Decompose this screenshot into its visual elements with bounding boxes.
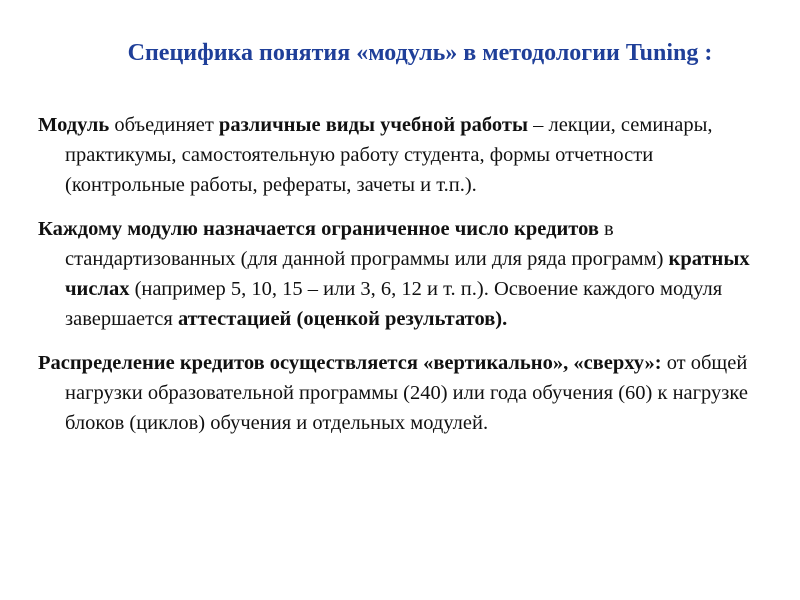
paragraph-module-credits	[38, 214, 762, 334]
text-run: от общей нагрузки образовательной программы (240) или года обучения (60) к нагрузке блоков (циклов) обучения и отдельных модулей.	[65, 352, 748, 434]
text-run: (например 5, 10, 15 – или 3, 6, 12 и т. п.). Освоение каждого модуля завершается	[65, 278, 723, 330]
text-run: в стандартизованных (для данной программы или для ряда программ)	[65, 218, 669, 270]
text-run: Модуль	[38, 114, 110, 136]
text-run: кратных числах	[65, 248, 750, 300]
slide-title: Специфика понятия «модуль» в методологии Tuning :	[127, 40, 713, 66]
text-run: объединяет	[109, 114, 219, 136]
paragraph-credit-distribution	[38, 348, 762, 438]
text-run: аттестацией (оценкой результатов).	[177, 308, 508, 330]
text-run: – лекции, семинары, практикумы, самостоятельную работу студента, формы отчетности (контрольные работы, рефераты, зачеты и т.п.).	[65, 114, 713, 196]
text-run: Каждому модулю назначается ограниченное число кредитов	[38, 218, 599, 240]
paragraph-module-definition	[38, 110, 762, 200]
text-run: Распределение кредитов осуществляется «вертикально», «сверху»:	[38, 352, 662, 374]
text-run: различные виды учебной работы	[218, 114, 528, 136]
slide-body	[38, 110, 762, 452]
